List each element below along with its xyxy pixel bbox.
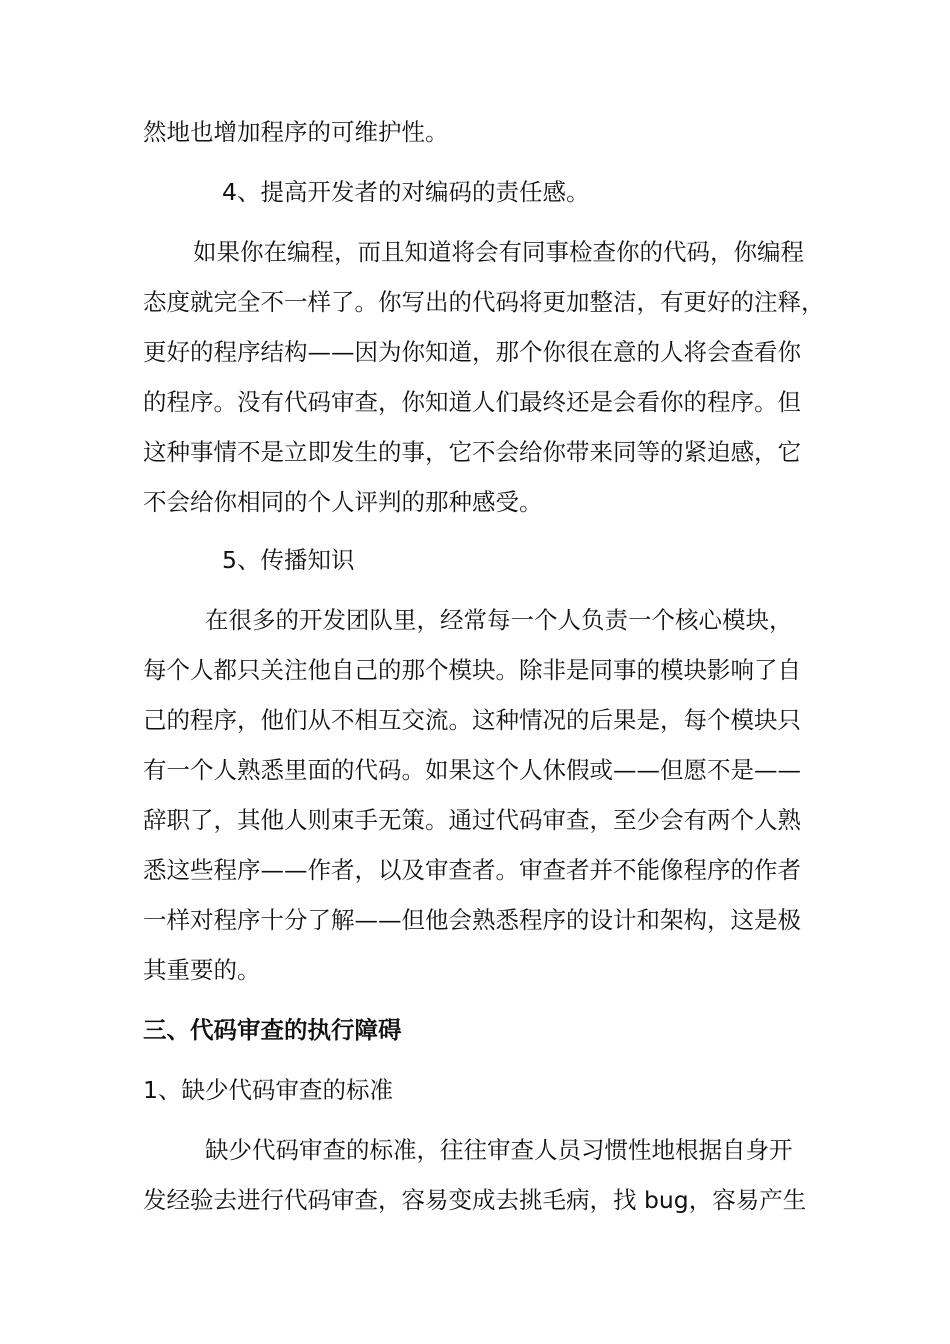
- section-heading: 三、代码审查的执行障碍: [143, 1016, 402, 1044]
- paragraph-line: 的程序。没有代码审查，你知道人们最终还是会看你的程序。但: [143, 388, 801, 416]
- paragraph-line: 态度就完全不一样了。你写出的代码将更加整洁，有更好的注释，: [143, 288, 825, 316]
- paragraph-line: 发经验去进行代码审查，容易变成去挑毛病，找 bug，容易产生: [143, 1186, 807, 1214]
- paragraph-line: 这种事情不是立即发生的事，它不会给你带来同等的紧迫感，它: [143, 438, 801, 466]
- paragraph-line: 己的程序，他们从不相互交流。这种情况的后果是，每个模块只: [143, 706, 801, 734]
- subsection-heading: 4、提高开发者的对编码的责任感。: [222, 178, 590, 206]
- subsection-heading: 5、传播知识: [222, 546, 355, 574]
- paragraph-line: 更好的程序结构——因为你知道，那个你很在意的人将会查看你: [143, 338, 801, 366]
- paragraph-line: 一样对程序十分了解——但他会熟悉程序的设计和架构，这是极: [143, 906, 801, 934]
- subsection-heading: 1、缺少代码审查的标准: [143, 1076, 393, 1104]
- paragraph-line: 辞职了，其他人则束手无策。通过代码审查，至少会有两个人熟: [143, 806, 801, 834]
- paragraph-line: 然地也增加程序的可维护性。: [143, 118, 449, 146]
- paragraph-line: 其重要的。: [143, 956, 261, 984]
- paragraph-line: 如果你在编程，而且知道将会有同事检查你的代码，你编程: [193, 238, 804, 266]
- paragraph-line: 不会给你相同的个人评判的那种感受。: [143, 488, 543, 516]
- paragraph-line: 在很多的开发团队里，经常每一个人负责一个核心模块，: [205, 606, 793, 634]
- paragraph-line: 有一个人熟悉里面的代码。如果这个人休假或——但愿不是——: [143, 756, 801, 784]
- paragraph-line: 缺少代码审查的标准，往往审查人员习惯性地根据自身开: [205, 1136, 793, 1164]
- paragraph-line: 悉这些程序——作者，以及审查者。审查者并不能像程序的作者: [143, 856, 801, 884]
- paragraph-line: 每个人都只关注他自己的那个模块。除非是同事的模块影响了自: [143, 656, 801, 684]
